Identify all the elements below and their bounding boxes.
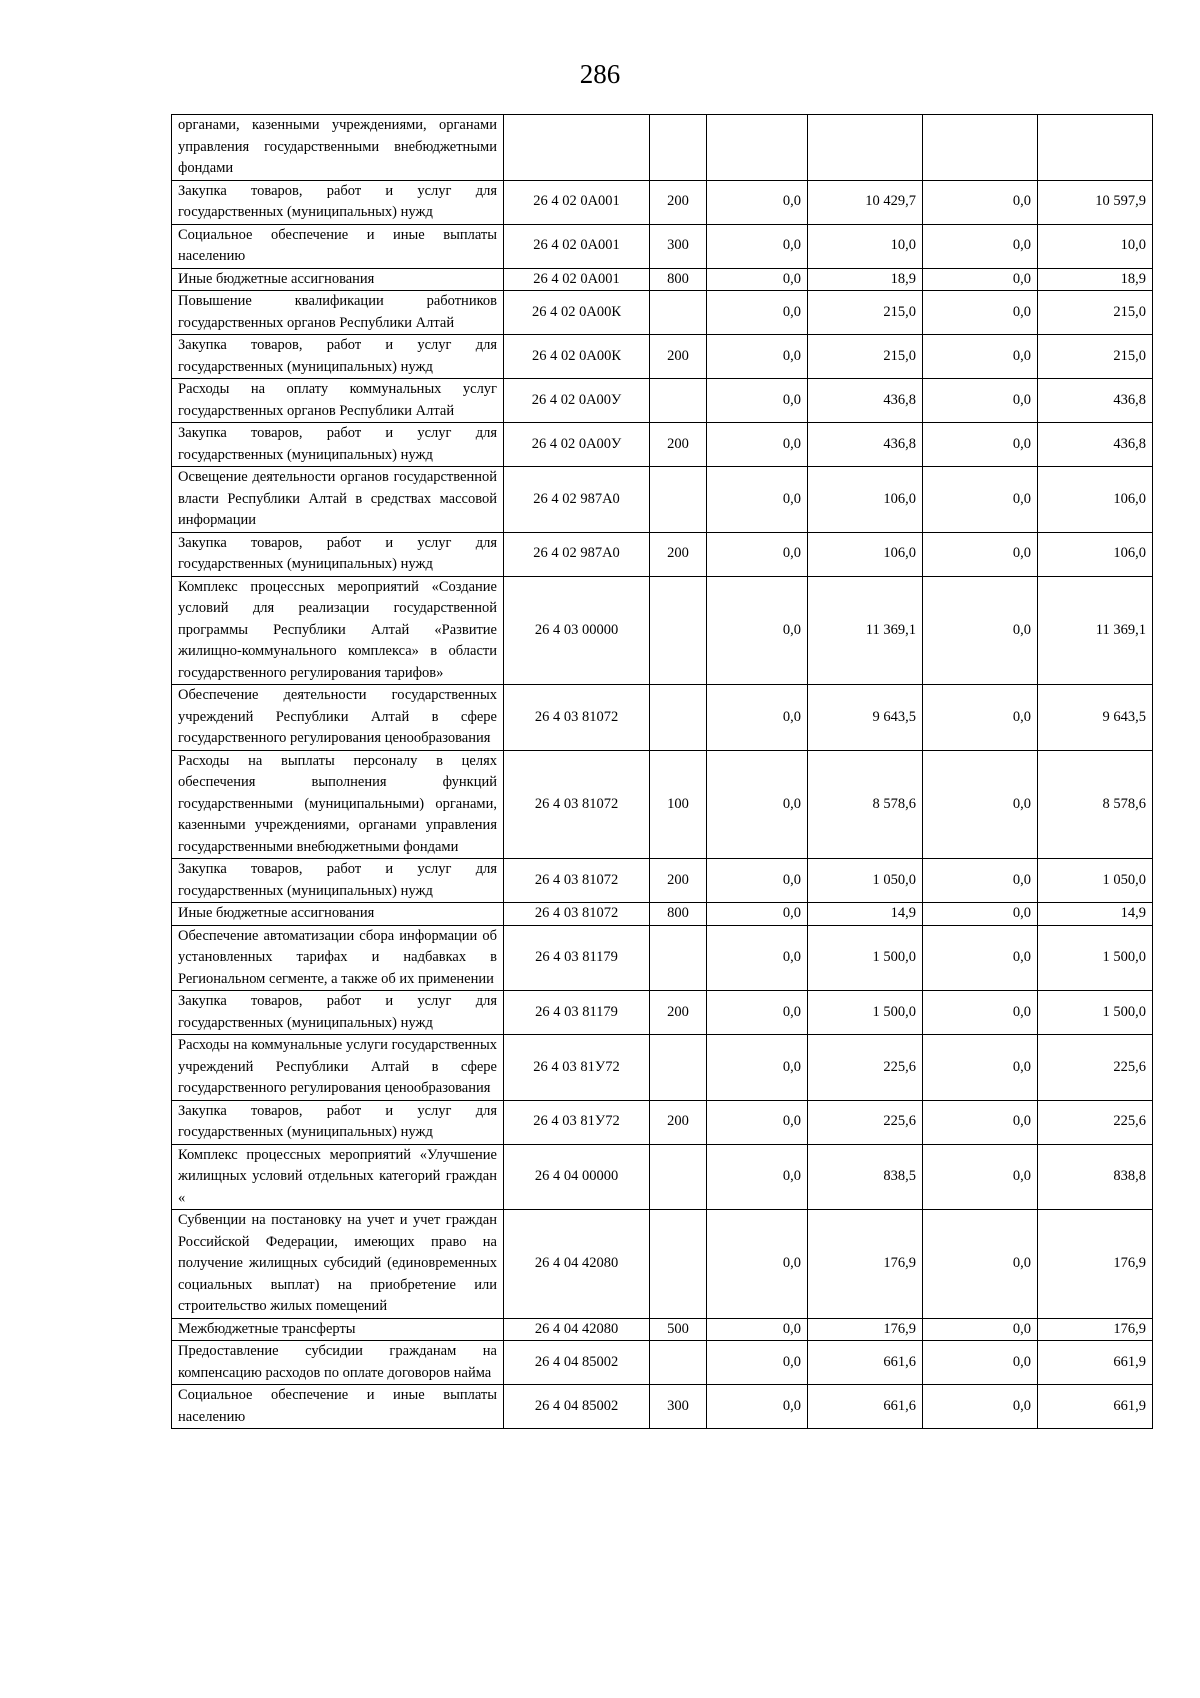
table-row xyxy=(172,115,1153,181)
table-row xyxy=(172,576,1153,685)
amount-col-2-cell: 215,0 xyxy=(808,335,923,379)
amount-col-2-cell: 10 429,7 xyxy=(808,180,923,224)
expense-type-code-cell xyxy=(650,379,707,423)
amount-col-3-cell: 0,0 xyxy=(923,423,1038,467)
expense-name-cell: Закупка товаров, работ и услуг для государственных (муниципальных) нужд xyxy=(172,991,504,1035)
amount-col-4-cell: 8 578,6 xyxy=(1038,750,1153,859)
expense-name-cell: Закупка товаров, работ и услуг для государственных (муниципальных) нужд xyxy=(172,180,504,224)
amount-col-1-cell: 0,0 xyxy=(707,224,808,268)
expense-name-cell: Закупка товаров, работ и услуг для государственных (муниципальных) нужд xyxy=(172,532,504,576)
table-row xyxy=(172,1385,1153,1429)
expense-name-cell: Закупка товаров, работ и услуг для государственных (муниципальных) нужд xyxy=(172,859,504,903)
expense-name-cell: Иные бюджетные ассигнования xyxy=(172,903,504,926)
amount-col-4-cell: 661,9 xyxy=(1038,1341,1153,1385)
expense-name-cell: Межбюджетные трансферты xyxy=(172,1318,504,1341)
amount-col-4-cell: 838,8 xyxy=(1038,1144,1153,1210)
amount-col-4-cell: 215,0 xyxy=(1038,335,1153,379)
target-article-code-cell: 26 4 03 81072 xyxy=(504,685,650,751)
table-row xyxy=(172,532,1153,576)
amount-col-2-cell: 661,6 xyxy=(808,1385,923,1429)
target-article-code-cell: 26 4 02 0А001 xyxy=(504,268,650,291)
amount-col-1-cell: 0,0 xyxy=(707,180,808,224)
table-row xyxy=(172,224,1153,268)
expense-type-code-cell xyxy=(650,291,707,335)
amount-col-1-cell: 0,0 xyxy=(707,1318,808,1341)
amount-col-2-cell: 14,9 xyxy=(808,903,923,926)
amount-col-3-cell: 0,0 xyxy=(923,1035,1038,1101)
target-article-code-cell: 26 4 03 81У72 xyxy=(504,1035,650,1101)
amount-col-3-cell: 0,0 xyxy=(923,291,1038,335)
amount-col-1-cell: 0,0 xyxy=(707,925,808,991)
amount-col-3-cell: 0,0 xyxy=(923,750,1038,859)
amount-col-2-cell: 9 643,5 xyxy=(808,685,923,751)
expense-name-cell: органами, казенными учреждениями, органами управления государственными внебюджетными фондами xyxy=(172,115,504,181)
expense-name-cell: Субвенции на постановку на учет и учет граждан Российской Федерации, имеющих право на получение жилищных субсидий (единовременных социальных выплат) на приобретение или строительство жилых помещений xyxy=(172,1210,504,1319)
table-row xyxy=(172,1035,1153,1101)
expense-type-code-cell: 200 xyxy=(650,859,707,903)
target-article-code-cell: 26 4 03 81072 xyxy=(504,750,650,859)
expense-type-code-cell: 200 xyxy=(650,532,707,576)
amount-col-4-cell: 1 500,0 xyxy=(1038,925,1153,991)
amount-col-2-cell: 1 500,0 xyxy=(808,925,923,991)
amount-col-4-cell: 106,0 xyxy=(1038,532,1153,576)
target-article-code-cell: 26 4 02 0А001 xyxy=(504,224,650,268)
table-row xyxy=(172,991,1153,1035)
target-article-code-cell: 26 4 04 42080 xyxy=(504,1318,650,1341)
amount-col-4-cell: 106,0 xyxy=(1038,467,1153,533)
amount-col-3-cell: 0,0 xyxy=(923,991,1038,1035)
amount-col-2-cell: 1 050,0 xyxy=(808,859,923,903)
expense-name-cell: Закупка товаров, работ и услуг для государственных (муниципальных) нужд xyxy=(172,423,504,467)
table-row xyxy=(172,335,1153,379)
target-article-code-cell: 26 4 02 0А00К xyxy=(504,291,650,335)
table-row xyxy=(172,1100,1153,1144)
amount-col-4-cell xyxy=(1038,115,1153,181)
amount-col-3-cell: 0,0 xyxy=(923,1385,1038,1429)
target-article-code-cell: 26 4 03 81У72 xyxy=(504,1100,650,1144)
amount-col-4-cell: 1 050,0 xyxy=(1038,859,1153,903)
amount-col-1-cell: 0,0 xyxy=(707,532,808,576)
amount-col-2-cell: 8 578,6 xyxy=(808,750,923,859)
expense-type-code-cell: 300 xyxy=(650,1385,707,1429)
expense-name-cell: Комплекс процессных мероприятий «Создание условий для реализации государственной программы Республики Алтай «Развитие жилищно-коммунального комплекса» в области государственного регулирования тарифов» xyxy=(172,576,504,685)
amount-col-1-cell: 0,0 xyxy=(707,1100,808,1144)
amount-col-3-cell: 0,0 xyxy=(923,925,1038,991)
amount-col-4-cell: 436,8 xyxy=(1038,423,1153,467)
amount-col-4-cell: 14,9 xyxy=(1038,903,1153,926)
target-article-code-cell: 26 4 02 987А0 xyxy=(504,532,650,576)
target-article-code-cell: 26 4 03 81072 xyxy=(504,859,650,903)
amount-col-2-cell: 106,0 xyxy=(808,467,923,533)
amount-col-4-cell: 225,6 xyxy=(1038,1035,1153,1101)
amount-col-1-cell: 0,0 xyxy=(707,335,808,379)
table-row xyxy=(172,1210,1153,1319)
table-row xyxy=(172,291,1153,335)
target-article-code-cell: 26 4 02 0А00К xyxy=(504,335,650,379)
amount-col-4-cell: 1 500,0 xyxy=(1038,991,1153,1035)
amount-col-4-cell: 11 369,1 xyxy=(1038,576,1153,685)
amount-col-1-cell: 0,0 xyxy=(707,576,808,685)
expense-name-cell: Обеспечение деятельности государственных учреждений Республики Алтай в сфере государственного регулирования ценообразования xyxy=(172,685,504,751)
amount-col-2-cell: 10,0 xyxy=(808,224,923,268)
expense-name-cell: Расходы на выплаты персоналу в целях обеспечения выполнения функций государственными (муниципальными) органами, казенными учреждениями, органами управления государственными внебюджетными фондами xyxy=(172,750,504,859)
amount-col-4-cell: 176,9 xyxy=(1038,1210,1153,1319)
expense-name-cell: Предоставление субсидии гражданам на компенсацию расходов по оплате договоров найма xyxy=(172,1341,504,1385)
table-row xyxy=(172,685,1153,751)
target-article-code-cell: 26 4 02 0А001 xyxy=(504,180,650,224)
amount-col-4-cell: 10 597,9 xyxy=(1038,180,1153,224)
table-row xyxy=(172,379,1153,423)
amount-col-3-cell: 0,0 xyxy=(923,576,1038,685)
table-row xyxy=(172,180,1153,224)
amount-col-3-cell: 0,0 xyxy=(923,224,1038,268)
amount-col-1-cell: 0,0 xyxy=(707,991,808,1035)
amount-col-2-cell: 106,0 xyxy=(808,532,923,576)
amount-col-1-cell: 0,0 xyxy=(707,750,808,859)
amount-col-3-cell: 0,0 xyxy=(923,268,1038,291)
target-article-code-cell: 26 4 02 987А0 xyxy=(504,467,650,533)
amount-col-3-cell: 0,0 xyxy=(923,335,1038,379)
amount-col-3-cell: 0,0 xyxy=(923,532,1038,576)
target-article-code-cell: 26 4 04 00000 xyxy=(504,1144,650,1210)
expense-type-code-cell: 100 xyxy=(650,750,707,859)
amount-col-1-cell: 0,0 xyxy=(707,685,808,751)
amount-col-1-cell: 0,0 xyxy=(707,423,808,467)
expense-name-cell: Социальное обеспечение и иные выплаты населению xyxy=(172,224,504,268)
amount-col-3-cell: 0,0 xyxy=(923,1144,1038,1210)
amount-col-2-cell: 176,9 xyxy=(808,1318,923,1341)
amount-col-3-cell: 0,0 xyxy=(923,1318,1038,1341)
expense-type-code-cell xyxy=(650,1035,707,1101)
target-article-code-cell: 26 4 03 81072 xyxy=(504,903,650,926)
table-row xyxy=(172,467,1153,533)
amount-col-4-cell: 225,6 xyxy=(1038,1100,1153,1144)
amount-col-1-cell xyxy=(707,115,808,181)
target-article-code-cell: 26 4 04 42080 xyxy=(504,1210,650,1319)
amount-col-2-cell: 838,5 xyxy=(808,1144,923,1210)
table-row xyxy=(172,268,1153,291)
table-row xyxy=(172,750,1153,859)
table-row xyxy=(172,903,1153,926)
amount-col-1-cell: 0,0 xyxy=(707,291,808,335)
amount-col-2-cell: 436,8 xyxy=(808,379,923,423)
amount-col-3-cell: 0,0 xyxy=(923,685,1038,751)
expense-type-code-cell: 300 xyxy=(650,224,707,268)
expense-type-code-cell: 500 xyxy=(650,1318,707,1341)
expense-type-code-cell: 200 xyxy=(650,180,707,224)
amount-col-4-cell: 436,8 xyxy=(1038,379,1153,423)
amount-col-3-cell xyxy=(923,115,1038,181)
expense-type-code-cell xyxy=(650,685,707,751)
amount-col-1-cell: 0,0 xyxy=(707,1210,808,1319)
amount-col-2-cell: 18,9 xyxy=(808,268,923,291)
table-row xyxy=(172,1341,1153,1385)
amount-col-4-cell: 215,0 xyxy=(1038,291,1153,335)
amount-col-2-cell: 1 500,0 xyxy=(808,991,923,1035)
expense-type-code-cell xyxy=(650,1210,707,1319)
amount-col-2-cell: 225,6 xyxy=(808,1100,923,1144)
target-article-code-cell xyxy=(504,115,650,181)
expense-type-code-cell xyxy=(650,115,707,181)
amount-col-2-cell: 11 369,1 xyxy=(808,576,923,685)
expense-type-code-cell: 200 xyxy=(650,335,707,379)
table-row xyxy=(172,423,1153,467)
target-article-code-cell: 26 4 04 85002 xyxy=(504,1341,650,1385)
amount-col-1-cell: 0,0 xyxy=(707,1341,808,1385)
target-article-code-cell: 26 4 03 81179 xyxy=(504,991,650,1035)
amount-col-1-cell: 0,0 xyxy=(707,1144,808,1210)
amount-col-4-cell: 10,0 xyxy=(1038,224,1153,268)
page-number: 286 xyxy=(579,59,621,89)
expense-type-code-cell: 200 xyxy=(650,991,707,1035)
amount-col-3-cell: 0,0 xyxy=(923,1100,1038,1144)
amount-col-1-cell: 0,0 xyxy=(707,467,808,533)
expense-name-cell: Расходы на оплату коммунальных услуг государственных органов Республики Алтай xyxy=(172,379,504,423)
target-article-code-cell: 26 4 03 81179 xyxy=(504,925,650,991)
amount-col-1-cell: 0,0 xyxy=(707,268,808,291)
expense-name-cell: Обеспечение автоматизации сбора информации об установленных тарифах и надбавках в Региональном сегменте, а также об их применении xyxy=(172,925,504,991)
table-row xyxy=(172,1318,1153,1341)
amount-col-1-cell: 0,0 xyxy=(707,903,808,926)
amount-col-1-cell: 0,0 xyxy=(707,1385,808,1429)
amount-col-2-cell: 436,8 xyxy=(808,423,923,467)
expense-name-cell: Повышение квалификации работников государственных органов Республики Алтай xyxy=(172,291,504,335)
amount-col-2-cell: 225,6 xyxy=(808,1035,923,1101)
amount-col-4-cell: 9 643,5 xyxy=(1038,685,1153,751)
expense-type-code-cell xyxy=(650,467,707,533)
amount-col-3-cell: 0,0 xyxy=(923,903,1038,926)
table-row xyxy=(172,1144,1153,1210)
amount-col-2-cell: 661,6 xyxy=(808,1341,923,1385)
amount-col-3-cell: 0,0 xyxy=(923,859,1038,903)
expense-name-cell: Расходы на коммунальные услуги государственных учреждений Республики Алтай в сфере государственного регулирования ценообразования xyxy=(172,1035,504,1101)
amount-col-4-cell: 661,9 xyxy=(1038,1385,1153,1429)
expense-name-cell: Закупка товаров, работ и услуг для государственных (муниципальных) нужд xyxy=(172,1100,504,1144)
target-article-code-cell: 26 4 04 85002 xyxy=(504,1385,650,1429)
amount-col-3-cell: 0,0 xyxy=(923,379,1038,423)
expense-type-code-cell xyxy=(650,925,707,991)
target-article-code-cell: 26 4 02 0А00У xyxy=(504,423,650,467)
amount-col-3-cell: 0,0 xyxy=(923,1210,1038,1319)
table-row xyxy=(172,859,1153,903)
amount-col-2-cell: 176,9 xyxy=(808,1210,923,1319)
budget-table-body xyxy=(172,115,1153,1429)
expense-type-code-cell xyxy=(650,1341,707,1385)
amount-col-3-cell: 0,0 xyxy=(923,467,1038,533)
amount-col-3-cell: 0,0 xyxy=(923,1341,1038,1385)
budget-table xyxy=(171,114,1153,1429)
expense-name-cell: Иные бюджетные ассигнования xyxy=(172,268,504,291)
expense-name-cell: Закупка товаров, работ и услуг для государственных (муниципальных) нужд xyxy=(172,335,504,379)
amount-col-1-cell: 0,0 xyxy=(707,859,808,903)
expense-type-code-cell xyxy=(650,1144,707,1210)
amount-col-4-cell: 18,9 xyxy=(1038,268,1153,291)
amount-col-2-cell: 215,0 xyxy=(808,291,923,335)
target-article-code-cell: 26 4 02 0А00У xyxy=(504,379,650,423)
amount-col-3-cell: 0,0 xyxy=(923,180,1038,224)
expense-type-code-cell xyxy=(650,576,707,685)
expense-type-code-cell: 200 xyxy=(650,1100,707,1144)
target-article-code-cell: 26 4 03 00000 xyxy=(504,576,650,685)
amount-col-2-cell xyxy=(808,115,923,181)
expense-name-cell: Социальное обеспечение и иные выплаты населению xyxy=(172,1385,504,1429)
amount-col-1-cell: 0,0 xyxy=(707,1035,808,1101)
expense-type-code-cell: 200 xyxy=(650,423,707,467)
table-row xyxy=(172,925,1153,991)
expense-name-cell: Комплекс процессных мероприятий «Улучшение жилищных условий отдельных категорий граждан « xyxy=(172,1144,504,1210)
amount-col-1-cell: 0,0 xyxy=(707,379,808,423)
expense-type-code-cell: 800 xyxy=(650,268,707,291)
expense-type-code-cell: 800 xyxy=(650,903,707,926)
amount-col-4-cell: 176,9 xyxy=(1038,1318,1153,1341)
expense-name-cell: Освещение деятельности органов государственной власти Республики Алтай в средствах массовой информации xyxy=(172,467,504,533)
